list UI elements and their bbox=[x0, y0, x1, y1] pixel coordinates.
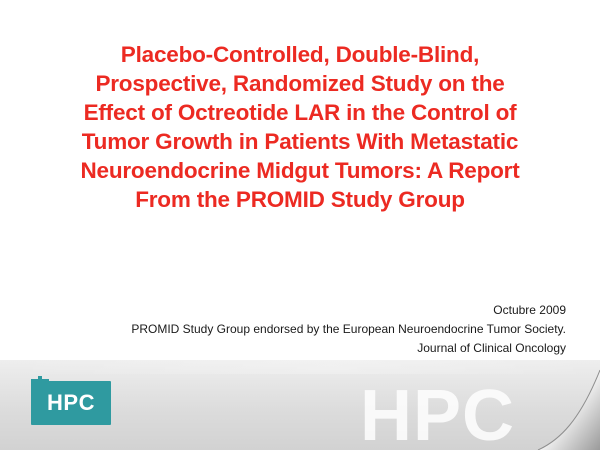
title-line: Placebo-Controlled, Double-Blind, bbox=[120, 42, 480, 67]
title-line: From the PROMID Study Group bbox=[135, 187, 465, 212]
citation-journal: Journal of Clinical Oncology bbox=[417, 341, 566, 355]
slide-title bbox=[20, 40, 580, 214]
title-line: Prospective, Randomized Study on the bbox=[95, 71, 505, 96]
citation bbox=[46, 301, 566, 358]
watermark-text: HPC bbox=[360, 376, 516, 450]
citation-date: Octubre 2009 bbox=[493, 303, 566, 317]
title-line: Effect of Octreotide LAR in the Control of bbox=[83, 100, 517, 125]
page-curl-icon bbox=[530, 360, 600, 450]
title-line: Neuroendocrine Midgut Tumors: A Report bbox=[80, 158, 520, 183]
citation-authors: PROMID Study Group endorsed by the European Neuroendocrine Tumor Society. bbox=[131, 322, 566, 336]
hpc-watermark bbox=[360, 376, 516, 450]
logo-text: HPC bbox=[47, 390, 95, 415]
title-line: Tumor Growth in Patients With Metastatic bbox=[81, 129, 519, 154]
hpc-logo-icon bbox=[31, 381, 111, 425]
